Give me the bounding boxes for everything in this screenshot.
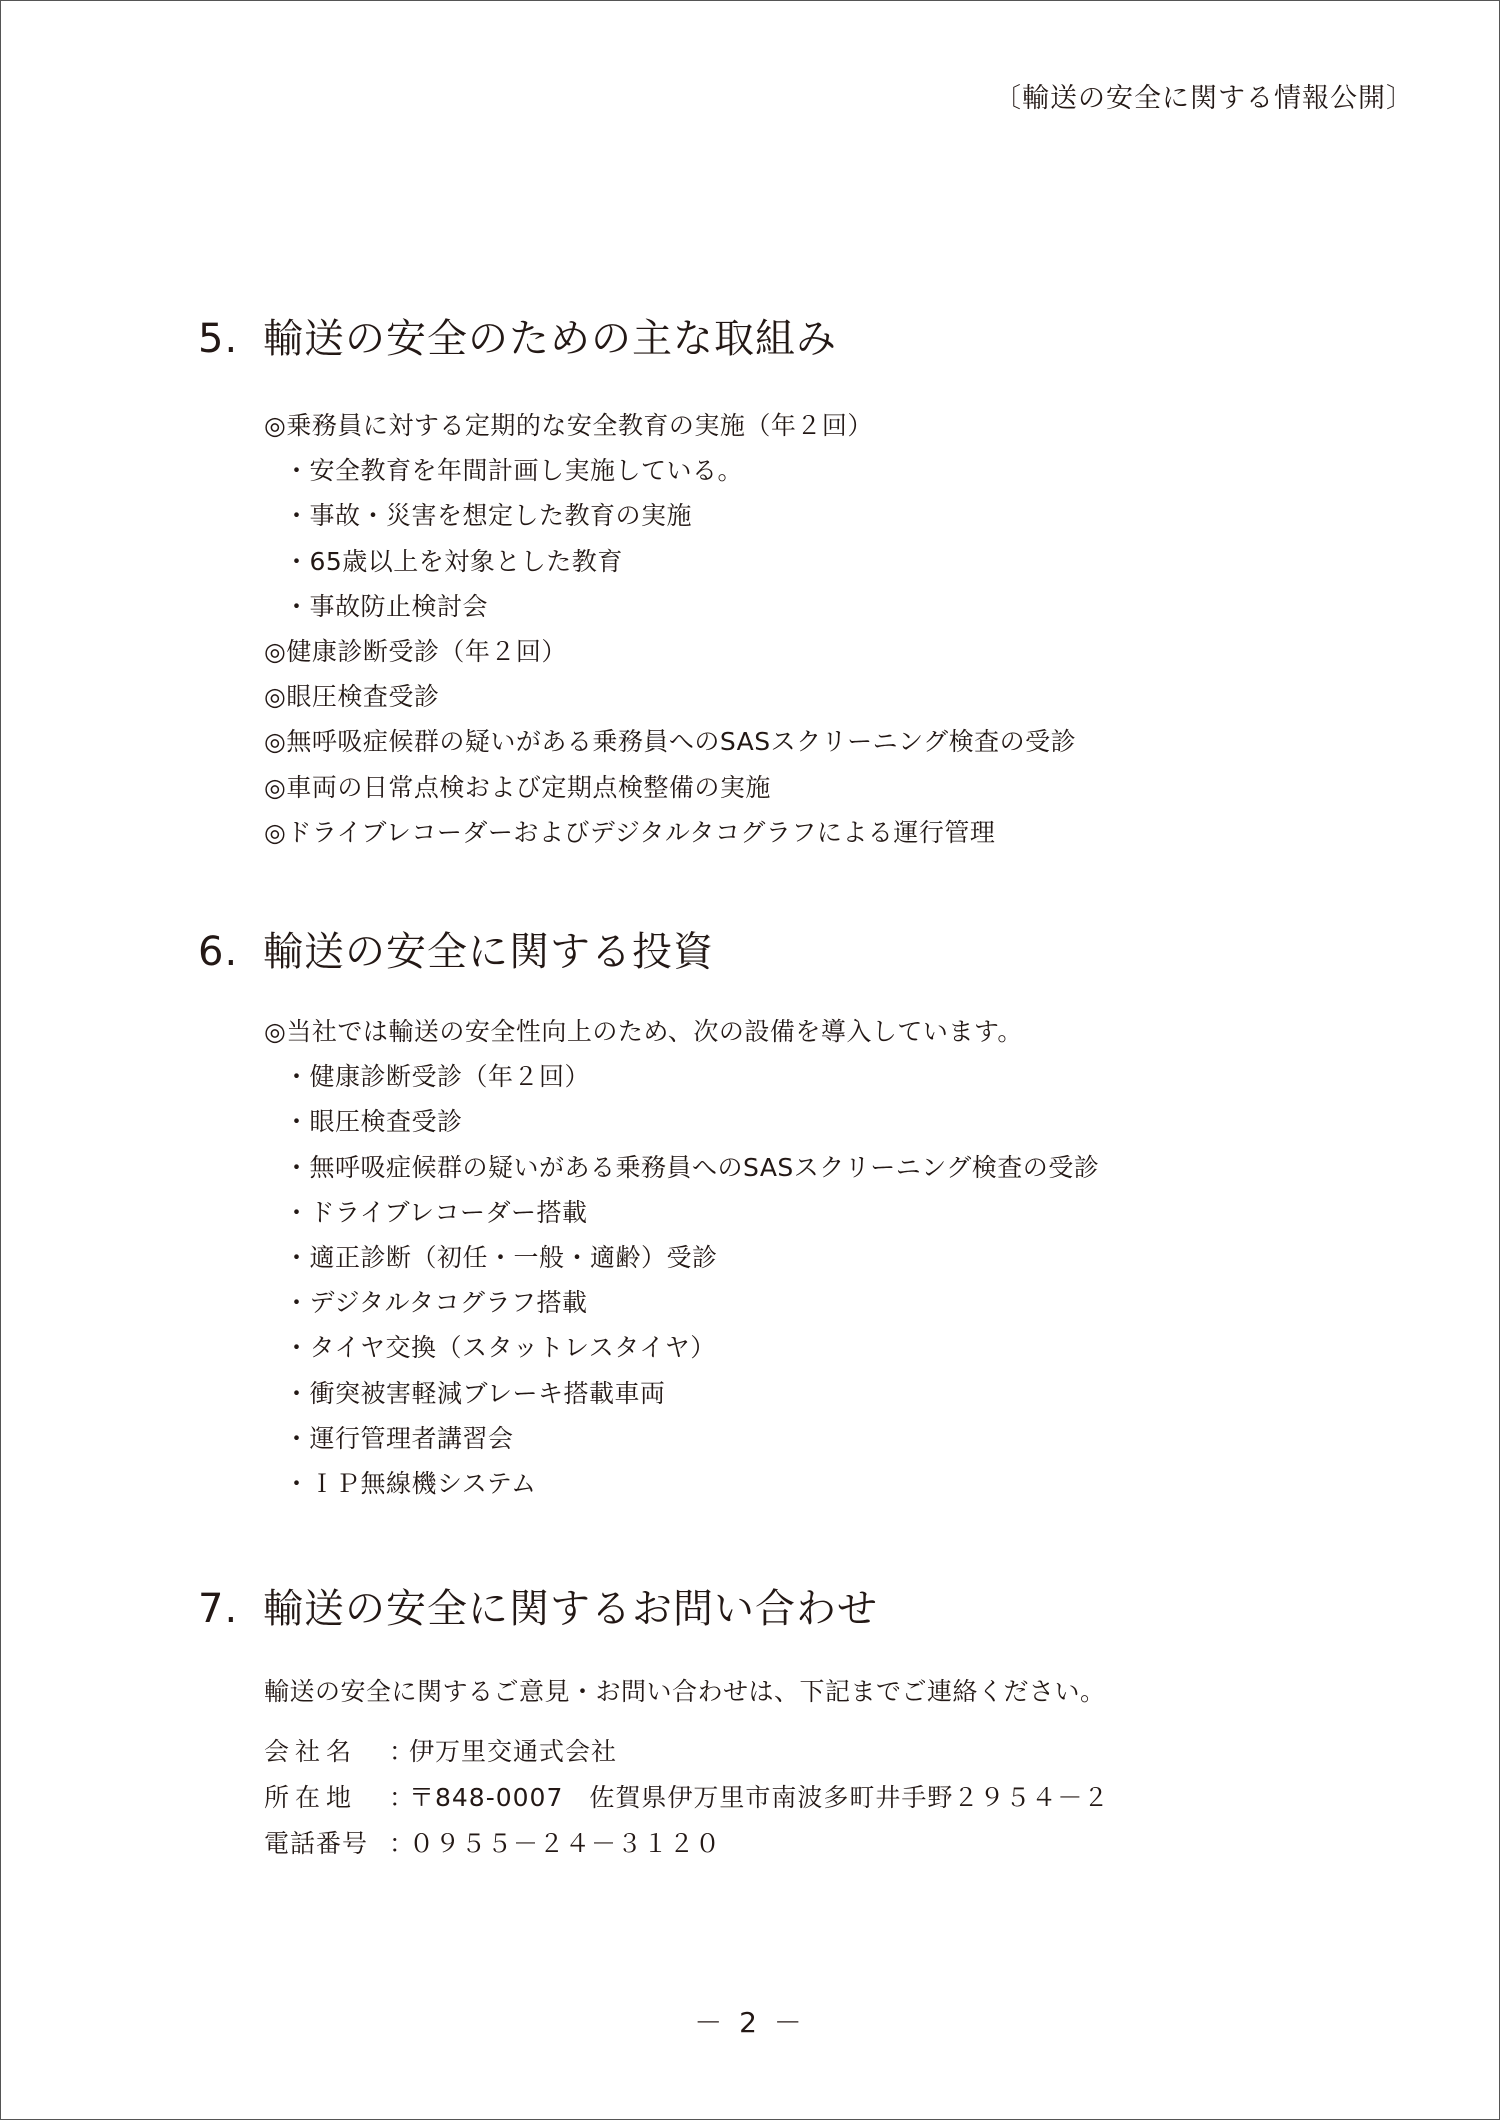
list-item: ・健康診断受診（年２回） — [284, 1062, 591, 1092]
company-name-row — [264, 1729, 1109, 1775]
list-item: ・ＩＰ無線機システム — [284, 1468, 537, 1498]
list-item: ◎ドライブレコーダーおよびデジタルタコグラフによる運行管理 — [264, 817, 996, 847]
phone-row — [264, 1821, 1109, 1867]
list-item: ◎眼圧検査受診 — [264, 682, 440, 712]
list-item: ・安全教育を年間計画し実施している。 — [284, 456, 744, 486]
address-label: 所在地 — [264, 1783, 358, 1812]
colon: ： — [389, 1829, 416, 1858]
section-7 — [198, 1579, 1398, 1639]
section-heading: 輸送の安全のための主な取組み — [263, 316, 837, 362]
address-row — [264, 1775, 1109, 1821]
list-item: ・ドライブレコーダー搭載 — [284, 1197, 588, 1227]
section-title — [198, 309, 1398, 369]
section-6 — [198, 922, 1398, 982]
list-item: ・事故防止検討会 — [284, 591, 489, 621]
section-number: 5. — [198, 316, 239, 362]
company-name-label: 会社名 — [264, 1737, 358, 1766]
address-value: 〒848-0007 佐賀県伊万里市南波多町井手野２９５４－２ — [409, 1783, 1110, 1812]
phone-label: 電話番号 — [264, 1829, 369, 1858]
section-5-list — [264, 403, 1076, 855]
list-item: ◎当社では輸送の安全性向上のため、次の設備を導入しています。 — [264, 1017, 1023, 1046]
list-item: ・運行管理者講習会 — [284, 1423, 514, 1453]
list-item: ◎無呼吸症候群の疑いがある乗務員へのSASスクリーニング検査の受診 — [264, 727, 1077, 757]
list-item: ・眼圧検査受診 — [284, 1107, 463, 1137]
contact-intro: 輸送の安全に関するご意見・お問い合わせは、下記までご連絡ください。 — [264, 1677, 1106, 1706]
section-number: 6. — [198, 929, 239, 975]
phone-value: ０９５５－２４－３１２０ — [409, 1829, 722, 1858]
list-item: ◎乗務員に対する定期的な安全教育の実施（年２回） — [264, 411, 873, 440]
list-item: ◎健康診断受診（年２回） — [264, 636, 567, 666]
list-item: ・適正診断（初任・一般・適齢）受診 — [284, 1242, 718, 1272]
section-number: 7. — [198, 1586, 239, 1632]
list-item: ・デジタルタコグラフ搭載 — [284, 1288, 588, 1318]
header-tag: 〔輸送の安全に関する情報公開〕 — [994, 83, 1414, 114]
list-item: ・衝突被害軽減ブレーキ搭載車両 — [284, 1378, 666, 1408]
page-number: － 2 － — [694, 2006, 806, 2039]
section-5 — [198, 309, 1398, 369]
company-name-value: 伊万里交通式会社 — [409, 1737, 618, 1766]
list-item: ・無呼吸症候群の疑いがある乗務員へのSASスクリーニング検査の受診 — [284, 1152, 1100, 1182]
section-6-list — [264, 1009, 1099, 1506]
section-title — [198, 922, 1398, 982]
section-heading: 輸送の安全に関する投資 — [263, 929, 714, 975]
list-item: ・タイヤ交換（スタットレスタイヤ） — [284, 1333, 716, 1363]
section-title — [198, 1579, 1398, 1639]
list-item: ・事故・災害を想定した教育の実施 — [284, 501, 693, 531]
section-heading: 輸送の安全に関するお問い合わせ — [263, 1586, 878, 1632]
list-item: ◎車両の日常点検および定期点検整備の実施 — [264, 772, 771, 802]
colon: ： — [389, 1783, 416, 1812]
list-item: ・65歳以上を対象とした教育 — [284, 546, 623, 576]
contact-block — [264, 1669, 1109, 1867]
colon: ： — [389, 1737, 416, 1766]
